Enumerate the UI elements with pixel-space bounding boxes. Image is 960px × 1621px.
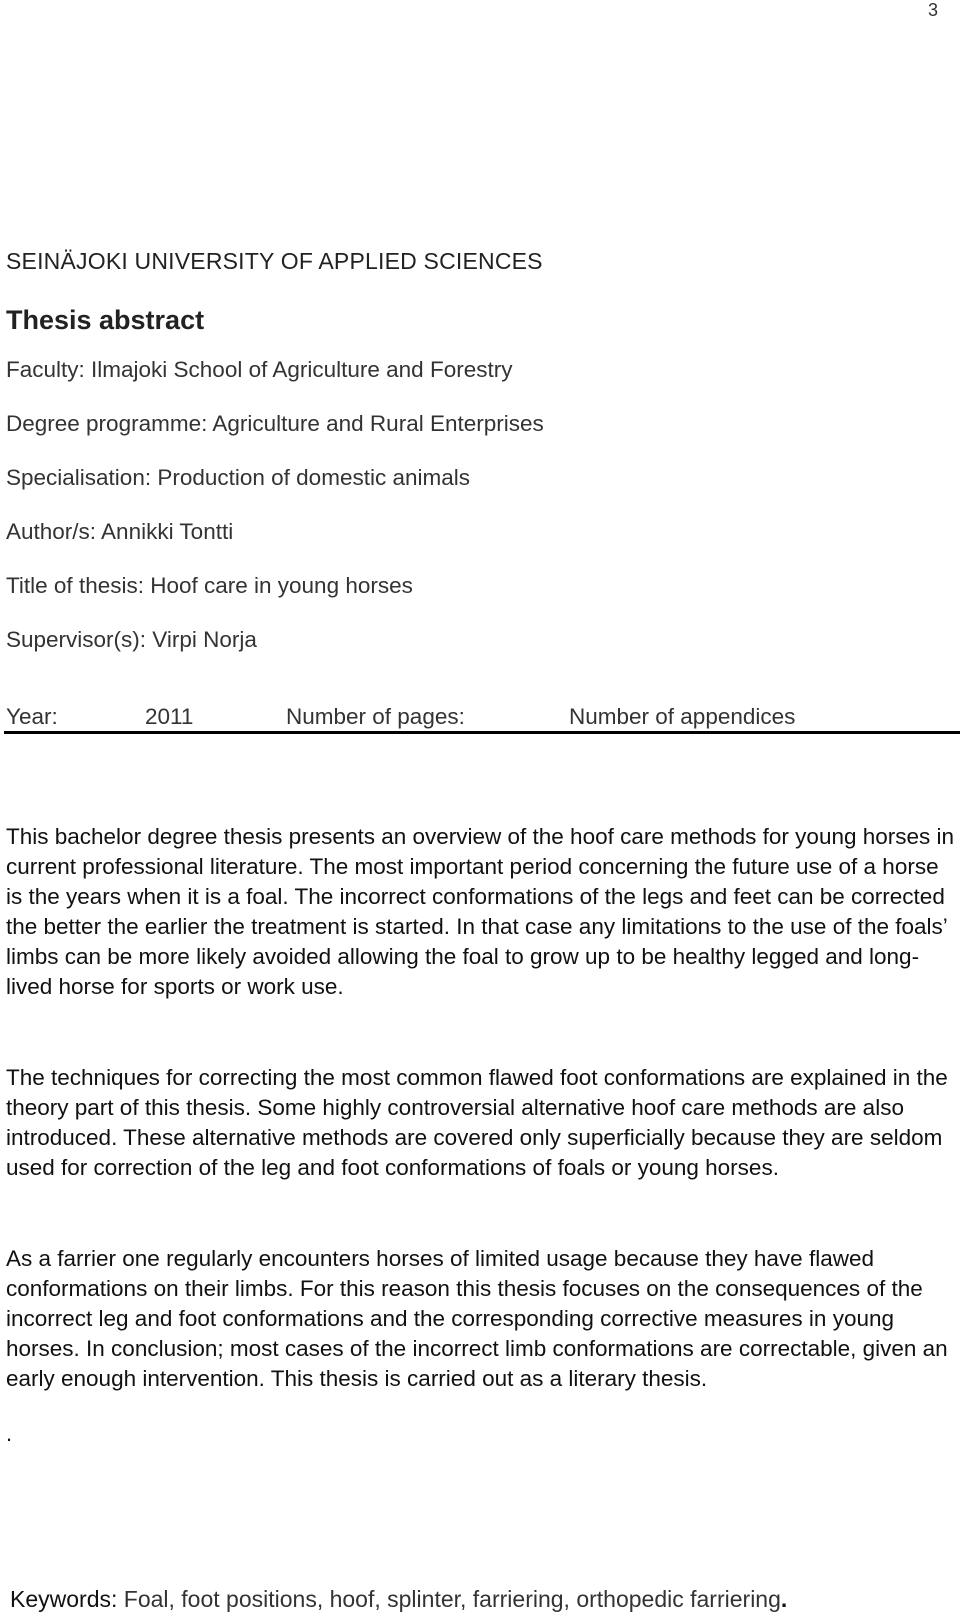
specialisation-line: Specialisation: Production of domestic animals (6, 465, 470, 490)
author-line: Author/s: Annikki Tontti (6, 519, 234, 544)
faculty-line: Faculty: Ilmajoki School of Agriculture and Forestry (6, 357, 513, 382)
abstract-paragraph-3: As a farrier one regularly encounters horses of limited usage because they have flawed conformations on their limbs. For this reason this thesis focuses on the consequences of the incorrect leg and foot conformations and the corresponding corrective measures in young horses. In conclusion; most cases of the incorrect limb conformations are correctable, given an early enough intervention. This thesis is carried out as a literary thesis. (6, 1246, 948, 1391)
pages-label: Number of pages: (286, 704, 465, 729)
year-value: 2011 (145, 704, 194, 729)
university-name: SEINÄJOKI UNIVERSITY OF APPLIED SCIENCES (6, 248, 543, 274)
degree-programme-line: Degree programme: Agriculture and Rural Enterprises (6, 411, 544, 436)
page-number: 3 (927, 0, 938, 20)
separator-rule (4, 731, 960, 734)
year-label: Year: (6, 704, 58, 729)
keywords-label: Keywords: (10, 1586, 118, 1612)
appendices-label: Number of appendices (569, 704, 796, 729)
thesis-title-line: Title of thesis: Hoof care in young horses (6, 573, 413, 598)
page-title: Thesis abstract (6, 305, 205, 335)
keywords-end-mark: . (780, 1586, 788, 1612)
stray-mark: . (6, 1421, 13, 1446)
supervisor-line: Supervisor(s): Virpi Norja (6, 627, 257, 652)
abstract-paragraph-2: The techniques for correcting the most common flawed foot conformations are explained in the theory part of this thesis. Some highly controversial alternative hoof care methods are also introduced. These alternative methods are covered only superficially because they are seldom used for correction of the leg and foot conformations of foals or young horses. (6, 1065, 948, 1180)
keywords-line (10, 1584, 787, 1614)
keywords-values: Foal, foot positions, hoof, splinter, farriering, orthopedic farriering (117, 1586, 781, 1612)
abstract-paragraph-1: This bachelor degree thesis presents an overview of the hoof care methods for young horses in current professional literature. The most important period concerning the future use of a horse is the years when it is a foal. The incorrect conformations of the legs and feet can be corrected the better the earlier the treatment is started. In that case any limitations to the use of the foals’ limbs can be more likely avoided allowing the foal to grow up to be healthy legged and long-lived horse for sports or work use. (6, 824, 955, 999)
